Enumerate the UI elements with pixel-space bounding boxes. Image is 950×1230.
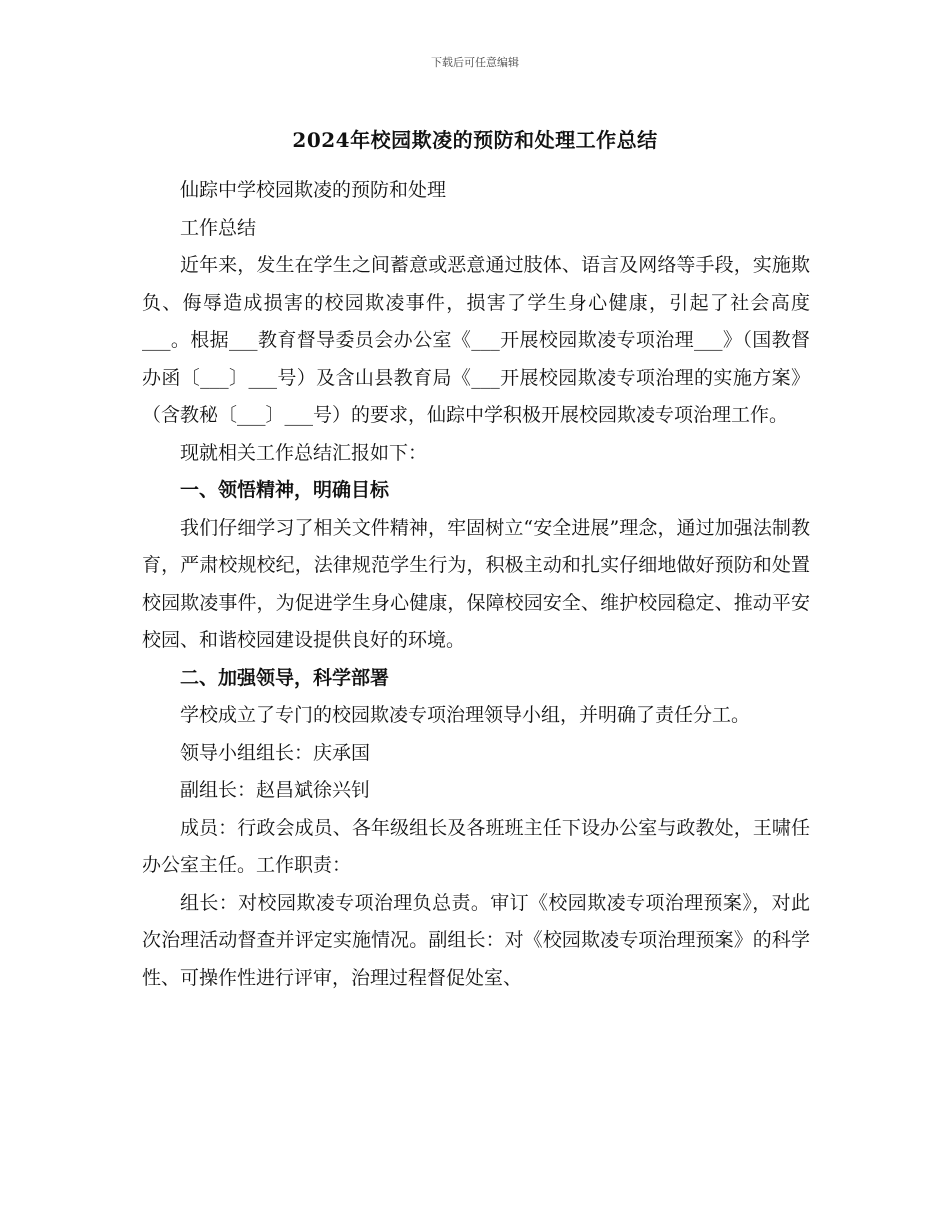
group-leader-line: 领导小组组长：庆承国: [180, 741, 371, 764]
section-heading-2: 二、加强领导，科学部署: [180, 666, 390, 689]
duties-paragraph: 组长：对校园欺凌专项治理负总责。审订《校园欺凌专项治理预案》，对此次治理活动督查并评定实施情况。副组长：对《校园欺凌专项治理预案》的科学性、可操作性进行评审，治理过程督促处室、: [142, 891, 810, 989]
report-lead-paragraph: 现就相关工作总结汇报如下：: [180, 441, 428, 464]
document-body: [142, 172, 810, 997]
section-2-paragraph: 学校成立了专门的校园欺凌专项治理领导小组，并明确了责任分工。: [180, 704, 751, 726]
document-title: 2024年校园欺凌的预防和处理工作总结: [292, 128, 658, 152]
school-name-line: 仙踪中学校园欺凌的预防和处理: [180, 179, 447, 201]
page-header-note: 下载后可任意编辑: [431, 56, 519, 69]
intro-paragraph: 近年来，发生在学生之间蓄意或恶意通过肢体、语言及网络等手段，实施欺负、侮辱造成损害的校园欺凌事件，损害了学生身心健康，引起了社会高度___。根据___教育督导委员会办公室《___开展校园欺凌专项治理___》（国教督办函〔___〕___号）及含山县教育局《___开展校园欺凌专项治理的实施方案》（含教秘〔___〕___号）的要求，仙踪中学积极开展校园欺凌专项治理工作。: [142, 254, 810, 426]
members-paragraph: 成员：行政会成员、各年级组长及各班班主任下设办公室与政教处，王啸任办公室主任。工作职责：: [142, 816, 810, 876]
section-1-paragraph: 我们仔细学习了相关文件精神，牢固树立“安全进展”理念，通过加强法制教育，严肃校规校纪，法律规范学生行为，积极主动和扎实仔细地做好预防和处置校园欺凌事件，为促进学生身心健康，保障校园安全、维护校园稳定、推动平安校园、和谐校园建设提供良好的环境。: [142, 516, 810, 651]
subtitle-line: 工作总结: [180, 216, 257, 239]
section-heading-1: 一、领悟精神，明确目标: [180, 479, 390, 501]
deputy-leader-line: 副组长：赵昌斌徐兴钊: [180, 779, 371, 801]
